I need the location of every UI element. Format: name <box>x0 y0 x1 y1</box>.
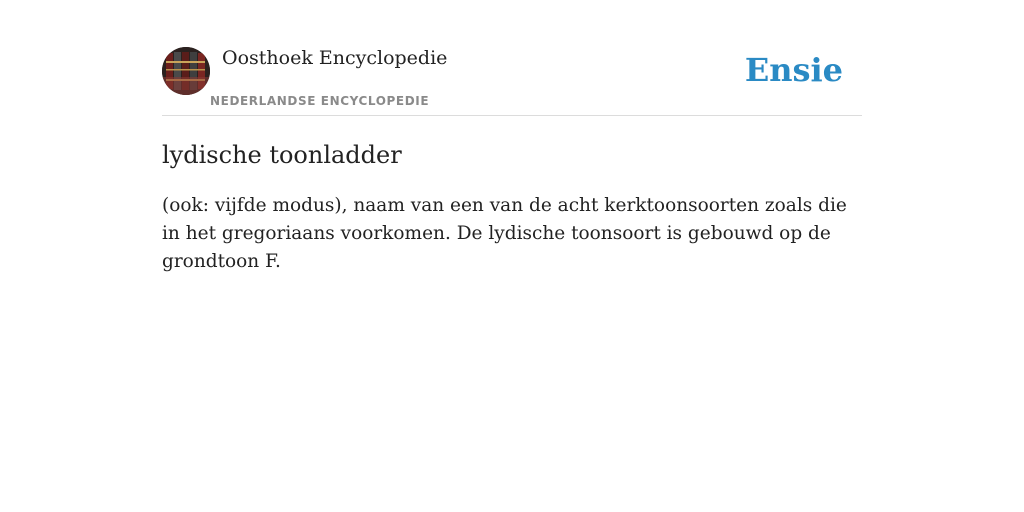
brand-logo-link[interactable]: Ensie <box>744 51 843 89</box>
site-title[interactable]: Oosthoek Encyclopedie <box>222 47 448 69</box>
site-header <box>162 0 862 116</box>
encyclopedia-books-icon[interactable] <box>162 47 210 95</box>
article-body: (ook: vijfde modus), naam van een van de acht kerktoonsoorten zoals die in het gregoriaans voorkomen. De lydische toonsoort is gebouwd op de grondtoon F. <box>162 195 847 272</box>
article-title: lydische toonladder <box>162 141 402 169</box>
page <box>162 0 862 276</box>
site-subtitle: NEDERLANDSE ENCYCLOPEDIE <box>210 94 430 108</box>
